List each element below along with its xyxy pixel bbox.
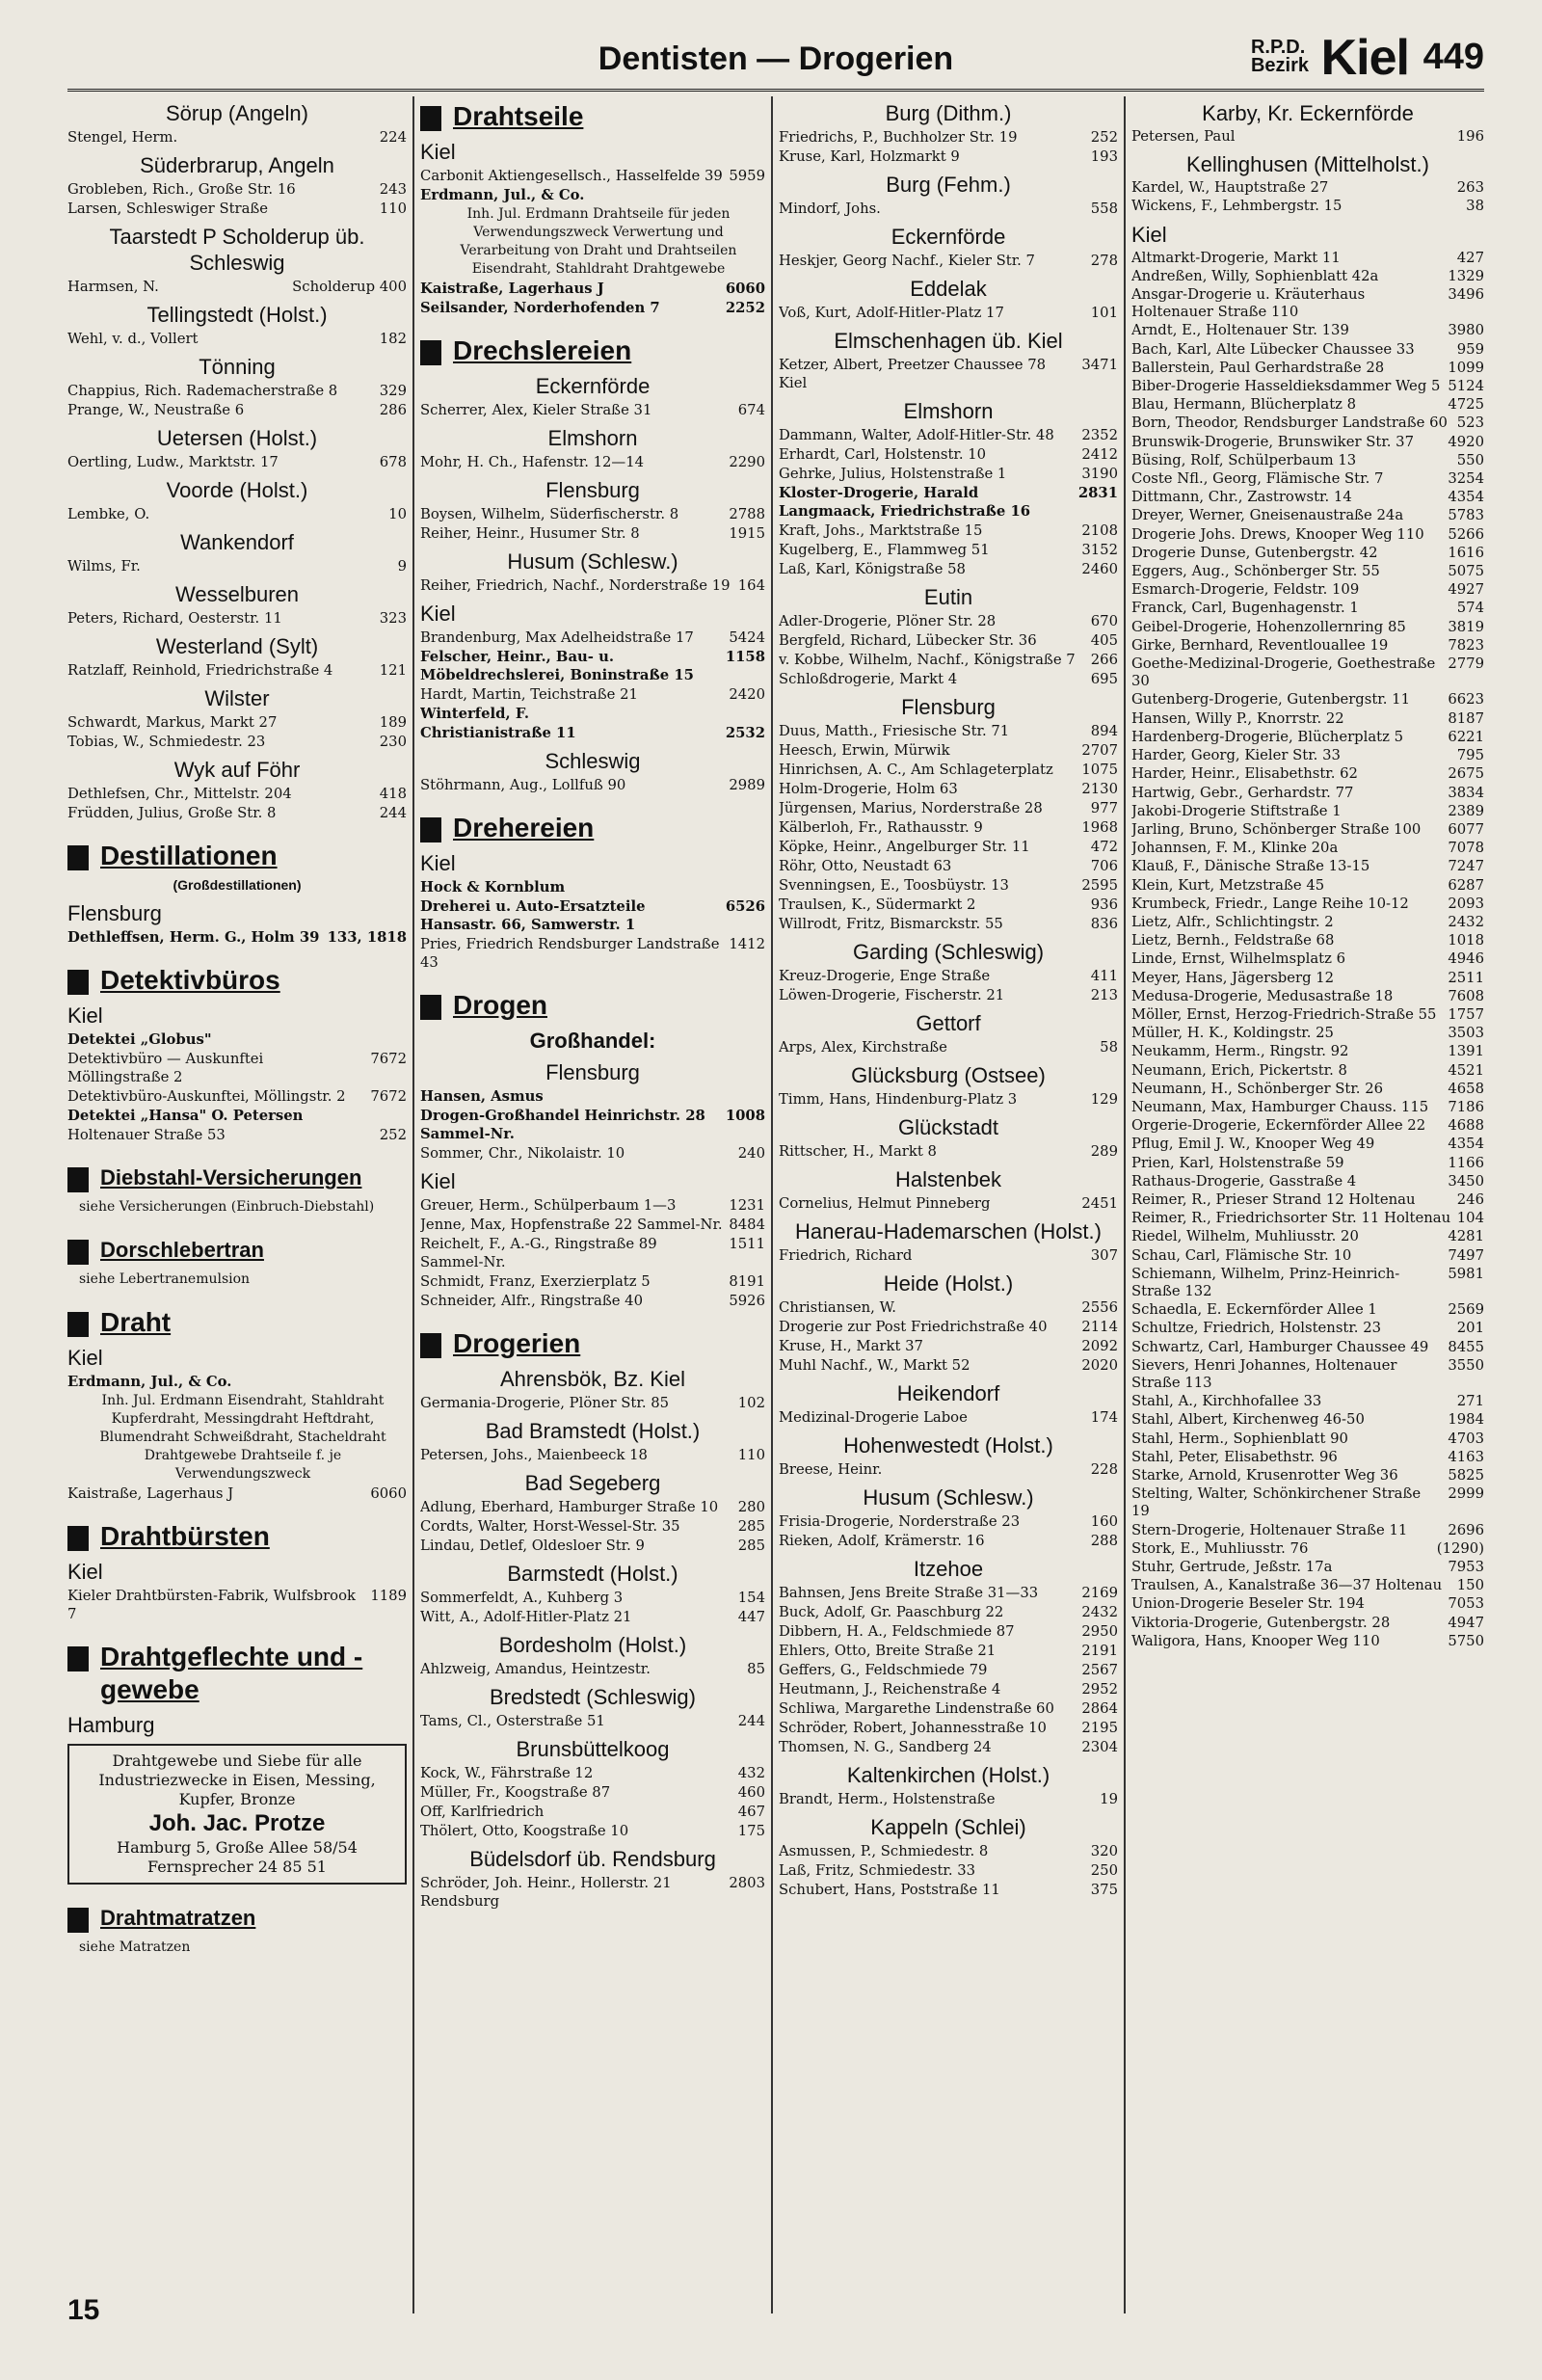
- list-item: Hansen, Willy P., Knorrstr. 22 8187: [1131, 709, 1484, 727]
- list-item: Ansgar-Drogerie u. Kräuterhaus Holtenauer Straße 110 3496: [1131, 286, 1484, 321]
- see-also-note: siehe Lebertranemulsion: [79, 1271, 251, 1287]
- list-item: Schwardt, Markus, Markt 27 189: [67, 714, 407, 731]
- list-item: Riedel, Wilhelm, Muhliusstr. 20 4281: [1131, 1228, 1484, 1245]
- list-item: Schaedla, E. Eckernförder Allee 1 2569: [1131, 1301, 1484, 1319]
- list-item: Prange, W., Neustraße 6 286: [67, 402, 407, 418]
- place-heading: Itzehoe: [913, 1557, 984, 1581]
- list-item: Rathaus-Drogerie, Gasstraße 4 3450: [1131, 1172, 1484, 1190]
- list-item: Hartwig, Gebr., Gerhardstr. 77 3834: [1131, 784, 1484, 801]
- list-item-detail: Inh. Jul. Erdmann Drahtseile für jeden Verwendungszweck Verwertung und Verarbeitung von Draht und Drahtseilen Eisendraht, Stahldraht Drahtgewebe: [460, 206, 737, 277]
- place-heading: Kiel: [420, 1169, 456, 1193]
- list-item: Viktoria-Drogerie, Gutenbergstr. 28 4947: [1131, 1614, 1484, 1631]
- list-item: Sievers, Henri Johannes, Holtenauer Straße 113 3550: [1131, 1356, 1484, 1391]
- list-item: Prien, Karl, Holstenstraße 59 1166: [1131, 1154, 1484, 1171]
- list-item: Heutmann, J., Reichenstraße 4 2952: [779, 1681, 1118, 1698]
- section-heading: Drogerien: [420, 1327, 765, 1360]
- list-item: Meyer, Hans, Jägersberg 12 2511: [1131, 969, 1484, 986]
- list-item: Altmarkt-Drogerie, Markt 11 427: [1131, 249, 1484, 266]
- list-item: Detektivbüro-Auskunftei, Möllingstr. 2 7672: [67, 1088, 407, 1105]
- list-item: Thomsen, N. G., Sandberg 24 2304: [779, 1739, 1118, 1755]
- list-item: Wehl, v. d., Vollert 182: [67, 331, 407, 347]
- list-item: Asmussen, P., Schmiedestr. 8 320: [779, 1843, 1118, 1859]
- place-heading: Elmshorn: [903, 399, 994, 423]
- place-heading: Eutin: [923, 585, 973, 609]
- list-item: Röhr, Otto, Neustadt 63 706: [779, 858, 1118, 874]
- list-item: Voß, Kurt, Adolf-Hitler-Platz 17 101: [779, 305, 1118, 321]
- list-item: Drogen-Großhandel Heinrichstr. 28 Sammel-Nr. 1008: [420, 1108, 765, 1142]
- list-item: Krumbeck, Friedr., Lange Reihe 10-12 2093: [1131, 895, 1484, 912]
- list-item: Biber-Drogerie Hasseldieksdammer Weg 5 5124: [1131, 378, 1484, 395]
- list-item: Stern-Drogerie, Holtenauer Straße 11 2696: [1131, 1521, 1484, 1538]
- place-heading: Eddelak: [910, 277, 987, 301]
- list-item: Goethe-Medizinal-Drogerie, Goethestraße 30 2779: [1131, 655, 1484, 690]
- section-heading: Drehereien: [420, 812, 765, 844]
- list-item: Schloßdrogerie, Markt 4 695: [779, 671, 1118, 687]
- header-rule: [67, 89, 1484, 92]
- place-heading: Burg (Fehm.): [886, 173, 1011, 197]
- list-item: Erhardt, Carl, Holstenstr. 10 2412: [779, 446, 1118, 463]
- list-item: Petersen, Paul 196: [1131, 128, 1484, 145]
- list-item: Franck, Carl, Bugenhagenstr. 1 574: [1131, 600, 1484, 617]
- place-heading: Süderbrarup, Angeln: [140, 153, 334, 177]
- place-heading: Glücksburg (Ostsee): [851, 1063, 1046, 1087]
- list-item-detail: Inh. Jul. Erdmann Eisendraht, Stahldraht Kupferdraht, Messingdraht Heftdraht, Blumendraht Schweißdraht, Stacheldraht Drahtgewebe Drahtseile f. je Verwendungszweck: [99, 1393, 386, 1482]
- place-heading: Kaltenkirchen (Holst.): [846, 1763, 1050, 1787]
- place-heading: Kiel: [420, 140, 456, 164]
- place-heading: Kappeln (Schlei): [870, 1815, 1026, 1839]
- list-item: Rieken, Adolf, Krämerstr. 16 288: [779, 1533, 1118, 1549]
- list-item: Born, Theodor, Rendsburger Landstraße 60 523: [1131, 414, 1484, 432]
- place-heading: Hamburg: [67, 1713, 155, 1737]
- list-item: Dammann, Walter, Adolf-Hitler-Str. 48 2352: [779, 427, 1118, 443]
- place-heading: Wesselburen: [175, 582, 299, 606]
- list-item: Witt, A., Adolf-Hitler-Platz 21 447: [420, 1609, 765, 1625]
- list-item: Stahl, A., Kirchhofallee 33 271: [1131, 1393, 1484, 1410]
- place-heading: Karby, Kr. Eckernförde: [1202, 101, 1414, 125]
- list-item: Lembke, O. 10: [67, 506, 407, 522]
- list-item: Stork, E., Muhliusstr. 76 (1290): [1131, 1539, 1484, 1557]
- list-item: Jenne, Max, Hopfenstraße 22 Sammel-Nr. 8484: [420, 1217, 765, 1233]
- list-item: Gehrke, Julius, Holstenstraße 1 3190: [779, 466, 1118, 482]
- list-item: Muhl Nachf., W., Markt 52 2020: [779, 1357, 1118, 1374]
- list-item: Lietz, Bernh., Feldstraße 68 1018: [1131, 932, 1484, 949]
- list-item: Ratzlaff, Reinhold, Friedrichstraße 4 121: [67, 662, 407, 679]
- list-item: Holm-Drogerie, Holm 63 2130: [779, 781, 1118, 797]
- ad-company: Joh. Jac. Protze: [148, 1810, 326, 1836]
- list-item: Carbonit Aktiengesellsch., Hasselfelde 39 5959: [420, 168, 765, 184]
- place-heading: Kiel: [67, 1346, 103, 1370]
- place-heading: Kiel: [67, 1560, 103, 1584]
- list-item: Christianistraße 11 2532: [420, 725, 765, 741]
- place-heading: Voorde (Holst.): [166, 478, 308, 502]
- list-item: Schau, Carl, Flämische Str. 10 7497: [1131, 1246, 1484, 1264]
- list-item: Starke, Arnold, Krusenrotter Weg 36 5825: [1131, 1467, 1484, 1484]
- advertisement-box: [67, 1744, 407, 1885]
- list-item: Bergfeld, Richard, Lübecker Str. 36 405: [779, 632, 1118, 649]
- list-item: Dethlefsen, Chr., Mittelstr. 204 418: [67, 786, 407, 802]
- list-item: Off, Karlfriedrich 467: [420, 1804, 765, 1820]
- subsection-label: (Großdestillationen): [173, 877, 302, 893]
- list-item: Gutenberg-Drogerie, Gutenbergstr. 11 6623: [1131, 691, 1484, 709]
- section-heading: Detektivbüros: [67, 964, 407, 997]
- column-4: [1131, 100, 1484, 2317]
- place-heading: Wilster: [204, 686, 270, 710]
- place-heading: Heide (Holst.): [883, 1271, 1014, 1296]
- place-heading: Schleswig: [545, 749, 641, 773]
- bezirk-label: Bezirk: [1250, 55, 1309, 76]
- list-item: Detektei „Globus": [67, 1031, 212, 1048]
- place-heading: Kellinghusen (Mittelholst.): [1186, 152, 1429, 177]
- section-heading: Drahtbürsten: [67, 1520, 407, 1553]
- ad-phone: Fernsprecher 24 85 51: [147, 1858, 327, 1876]
- page-number-top: 449: [1422, 37, 1484, 77]
- list-item: Reichelt, F., A.-G., Ringstraße 89 Sammel-Nr. 1511: [420, 1236, 765, 1270]
- place-heading: Husum (Schlesw.): [507, 549, 678, 574]
- list-item: Schmidt, Franz, Exerzierplatz 5 8191: [420, 1273, 765, 1290]
- column-1: [67, 100, 407, 2317]
- place-heading: Kiel: [420, 851, 456, 875]
- list-item: Stahl, Herm., Sophienblatt 90 4703: [1131, 1430, 1484, 1447]
- list-item: Hansen, Asmus: [420, 1088, 544, 1105]
- list-item: Ahlzweig, Amandus, Heintzestr. 85: [420, 1661, 765, 1677]
- place-heading: Eckernförde: [891, 225, 1006, 249]
- place-heading: Hanerau-Hademarschen (Holst.): [795, 1219, 1102, 1243]
- list-item: Union-Drogerie Beseler Str. 194 7053: [1131, 1595, 1484, 1613]
- list-item: Germania-Drogerie, Plöner Str. 85 102: [420, 1395, 765, 1411]
- place-heading: Tellingstedt (Holst.): [146, 303, 328, 327]
- list-item: Mohr, H. Ch., Hafenstr. 12—14 2290: [420, 454, 765, 470]
- list-item: Mindorf, Johs. 558: [779, 201, 1118, 217]
- list-item: Erdmann, Jul., & Co.: [67, 1374, 232, 1390]
- list-item: Adlung, Eberhard, Hamburger Straße 10 280: [420, 1499, 765, 1515]
- list-item: Drogerie Dunse, Gutenbergstr. 42 1616: [1131, 544, 1484, 561]
- list-item: Wickens, F., Lehmbergstr. 15 38: [1131, 198, 1484, 215]
- list-item: Brandenburg, Max Adelheidstraße 17 5424: [420, 629, 765, 646]
- list-item: Reimer, R., Prieser Strand 12 Holtenau 246: [1131, 1190, 1484, 1208]
- list-item: Pries, Friedrich Rendsburger Landstraße 43 1412: [420, 936, 765, 971]
- section-heading: Drahtseile: [420, 100, 765, 133]
- ad-text: Drahtgewebe und Siebe für alle Industriezwecke in Eisen, Messing, Kupfer, Bronze: [98, 1752, 376, 1808]
- list-item: Stengel, Herm. 224: [67, 129, 407, 146]
- list-item: Büsing, Rolf, Schülperbaum 13 550: [1131, 451, 1484, 468]
- list-item: Svenningsen, E., Toosbüystr. 13 2595: [779, 877, 1118, 894]
- list-item: Larsen, Schleswiger Straße 110: [67, 201, 407, 217]
- list-item: Traulsen, A., Kanalstraße 36—37 Holtenau 150: [1131, 1577, 1484, 1594]
- list-item: Kraft, Johs., Marktstraße 15 2108: [779, 522, 1118, 539]
- list-item: Petersen, Johs., Maienbeeck 18 110: [420, 1447, 765, 1463]
- list-item: Greuer, Herm., Schülperbaum 1—3 1231: [420, 1197, 765, 1214]
- list-item: Holtenauer Straße 53 252: [67, 1127, 407, 1143]
- rpd-label: R.P.D.: [1250, 37, 1306, 58]
- list-item: Laß, Karl, Königstraße 58 2460: [779, 561, 1118, 577]
- place-heading: Wyk auf Föhr: [173, 758, 301, 782]
- place-heading: Bredstedt (Schleswig): [490, 1685, 696, 1709]
- place-heading: Eckernförde: [535, 374, 651, 398]
- place-heading: Bad Bramstedt (Holst.): [485, 1419, 701, 1443]
- list-item: Bahnsen, Jens Breite Straße 31—33 2169: [779, 1585, 1118, 1601]
- list-item: Dittmann, Chr., Zastrowstr. 14 4354: [1131, 489, 1484, 506]
- list-item: Stelting, Walter, Schönkirchener Straße 19 2999: [1131, 1485, 1484, 1520]
- place-heading: Kiel: [67, 1003, 103, 1028]
- list-item: Kruse, H., Markt 37 2092: [779, 1338, 1118, 1354]
- place-heading: Sörup (Angeln): [166, 101, 308, 125]
- place-heading: Brunsbüttelkoog: [516, 1737, 670, 1761]
- list-item: Ballerstein, Paul Gerhardstraße 28 1099: [1131, 359, 1484, 376]
- list-item: Hardt, Martin, Teichstraße 21 2420: [420, 686, 765, 703]
- list-item: Linde, Ernst, Wilhelmsplatz 6 4946: [1131, 950, 1484, 968]
- page-header: [67, 29, 1484, 87]
- list-item: Stuhr, Gertrude, Jeßstr. 17a 7953: [1131, 1559, 1484, 1576]
- list-item: Reiher, Friedrich, Nachf., Norderstraße 19 164: [420, 577, 765, 594]
- list-item: Dreyer, Werner, Gneisenaustraße 24a 5783: [1131, 507, 1484, 524]
- list-item: Thölert, Otto, Koogstraße 10 175: [420, 1823, 765, 1839]
- list-item: Schliwa, Margarethe Lindenstraße 60 2864: [779, 1700, 1118, 1717]
- place-heading: Heikendorf: [896, 1381, 1000, 1405]
- list-item: Grobleben, Rich., Große Str. 16 243: [67, 181, 407, 198]
- list-item: Schröder, Robert, Johannesstraße 10 2195: [779, 1720, 1118, 1736]
- list-item: Schneider, Alfr., Ringstraße 40 5926: [420, 1293, 765, 1309]
- list-item: Cornelius, Helmut Pinneberg 2451: [779, 1195, 1118, 1212]
- list-item: Kugelberg, E., Flammweg 51 3152: [779, 542, 1118, 558]
- list-item: Breese, Heinr. 228: [779, 1461, 1118, 1478]
- list-item: Dreherei u. Auto-Ersatzteile Hansastr. 66, Samwerstr. 1 6526: [420, 898, 765, 933]
- list-item: Girke, Bernhard, Reventlouallee 19 7823: [1131, 636, 1484, 654]
- list-item: Sommer, Chr., Nikolaistr. 10 240: [420, 1145, 765, 1162]
- list-item: Bach, Karl, Alte Lübecker Chaussee 33 959: [1131, 340, 1484, 358]
- place-heading: Elmschenhagen üb. Kiel: [834, 329, 1063, 353]
- place-heading: Kiel: [1131, 222, 1167, 247]
- list-item: Schröder, Joh. Heinr., Hollerstr. 21 Rendsburg 2803: [420, 1875, 765, 1910]
- list-item: Kaistraße, Lagerhaus J 6060: [67, 1485, 407, 1502]
- list-item: Duus, Matth., Friesische Str. 71 894: [779, 723, 1118, 739]
- list-item: Detektei „Hansa" O. Petersen: [67, 1108, 304, 1124]
- page-title: Dentisten — Drogerien: [598, 40, 954, 77]
- see-also-note: siehe Versicherungen (Einbruch-Diebstahl): [79, 1199, 375, 1215]
- list-item: Kälberloh, Fr., Rathausstr. 9 1968: [779, 819, 1118, 836]
- subsection-heading: Großhandel:: [529, 1029, 656, 1053]
- list-item: Möller, Ernst, Herzog-Friedrich-Straße 55 1757: [1131, 1005, 1484, 1023]
- list-item: Brunswik-Drogerie, Brunswiker Str. 37 4920: [1131, 433, 1484, 450]
- list-item: Sommerfeldt, A., Kuhberg 3 154: [420, 1590, 765, 1606]
- list-item: Heesch, Erwin, Mürwik 2707: [779, 742, 1118, 759]
- column-2: [420, 100, 765, 2317]
- list-item: Reiher, Heinr., Husumer Str. 8 1915: [420, 525, 765, 542]
- list-item: Harmsen, N. Scholderup 400: [67, 279, 407, 295]
- page-number-bottom: 15: [67, 2294, 100, 2326]
- list-item: Adler-Drogerie, Plöner Str. 28 670: [779, 613, 1118, 629]
- list-item: Oertling, Ludw., Marktstr. 17 678: [67, 454, 407, 470]
- list-item: Coste Nfl., Georg, Flämische Str. 7 3254: [1131, 470, 1484, 488]
- list-item: Reimer, R., Friedrichsorter Str. 11 Holtenau 104: [1131, 1210, 1484, 1227]
- list-item: Boysen, Wilhelm, Süderfischerstr. 8 2788: [420, 506, 765, 522]
- place-heading: Büdelsdorf üb. Rendsburg: [469, 1847, 716, 1871]
- section-heading: Drechslereien: [420, 334, 765, 367]
- list-item: Stahl, Albert, Kirchenweg 46-50 1984: [1131, 1411, 1484, 1429]
- list-item: Esmarch-Drogerie, Feldstr. 109 4927: [1131, 581, 1484, 599]
- list-item: Schiemann, Wilhelm, Prinz-Heinrich-Straße 132 5981: [1131, 1265, 1484, 1299]
- list-item: Lindau, Detlef, Oldesloer Str. 9 285: [420, 1538, 765, 1554]
- place-heading: Ahrensbök, Bz. Kiel: [500, 1367, 685, 1391]
- list-item: v. Kobbe, Wilhelm, Nachf., Königstraße 7 266: [779, 652, 1118, 668]
- list-item: Buck, Adolf, Gr. Paaschburg 22 2432: [779, 1604, 1118, 1620]
- list-item: Wilms, Fr. 9: [67, 558, 407, 575]
- list-item: Kieler Drahtbürsten-Fabrik, Wulfsbrook 7 1189: [67, 1588, 407, 1622]
- list-item: Schultze, Friedrich, Holstenstr. 23 201: [1131, 1320, 1484, 1337]
- list-item: Tobias, W., Schmiedestr. 23 230: [67, 734, 407, 750]
- list-item: Traulsen, K., Südermarkt 2 936: [779, 896, 1118, 913]
- section-heading: Draht: [67, 1306, 407, 1339]
- list-item: Winterfeld, F.: [420, 706, 529, 722]
- list-item: Jarling, Bruno, Schönberger Straße 100 6077: [1131, 820, 1484, 838]
- list-item: Früdden, Julius, Große Str. 8 244: [67, 805, 407, 821]
- list-item: Detektivbüro — Auskunftei Möllingstraße 2 7672: [67, 1051, 407, 1085]
- place-heading: Bad Segeberg: [524, 1471, 661, 1495]
- place-heading: Garding (Schleswig): [852, 940, 1045, 964]
- list-item: Brandt, Herm., Holstenstraße 19: [779, 1791, 1118, 1807]
- list-item: Andreßen, Willy, Sophienblatt 42a 1329: [1131, 267, 1484, 284]
- list-item: Neukamm, Herm., Ringstr. 92 1391: [1131, 1043, 1484, 1060]
- list-item: Pflug, Emil J. W., Knooper Weg 49 4354: [1131, 1136, 1484, 1153]
- place-heading: Hohenwestedt (Holst.): [843, 1433, 1053, 1457]
- list-item: Kock, W., Fährstraße 12 432: [420, 1765, 765, 1781]
- list-item: Erdmann, Jul., & Co.: [420, 187, 585, 203]
- section-heading: Diebstahl-Versicherungen: [67, 1162, 407, 1194]
- place-heading: Flensburg: [67, 901, 162, 925]
- list-item: Drogerie zur Post Friedrichstraße 40 2114: [779, 1319, 1118, 1335]
- place-heading: Elmshorn: [547, 426, 638, 450]
- list-item: Kruse, Karl, Holzmarkt 9 193: [779, 148, 1118, 165]
- see-also-note: siehe Matratzen: [79, 1939, 191, 1955]
- list-item: Hock & Kornblum: [420, 879, 566, 896]
- list-item: Medizinal-Drogerie Laboe 174: [779, 1409, 1118, 1426]
- place-heading: Halstenbek: [894, 1167, 1002, 1191]
- list-item: Klauß, F., Dänische Straße 13-15 7247: [1131, 858, 1484, 875]
- section-heading: Dorschlebertran: [67, 1234, 407, 1267]
- list-item: Blau, Hermann, Blücherplatz 8 4725: [1131, 396, 1484, 414]
- place-heading: Bordesholm (Holst.): [498, 1633, 687, 1657]
- list-item: Chappius, Rich. Rademacherstraße 8 329: [67, 383, 407, 399]
- list-item: Ketzer, Albert, Preetzer Chaussee 78 Kiel 3471: [779, 357, 1118, 391]
- section-heading: Drogen: [420, 989, 765, 1022]
- list-item: Eggers, Aug., Schönberger Str. 55 5075: [1131, 563, 1484, 580]
- list-item: Ehlers, Otto, Breite Straße 21 2191: [779, 1643, 1118, 1659]
- list-item: Timm, Hans, Hindenburg-Platz 3 129: [779, 1091, 1118, 1108]
- list-item: Friedrichs, P., Buchholzer Str. 19 252: [779, 129, 1118, 146]
- place-heading: Burg (Dithm.): [885, 101, 1012, 125]
- place-heading: Taarstedt P Scholderup üb. Schleswig: [109, 225, 365, 275]
- list-item: Heskjer, Georg Nachf., Kieler Str. 7 278: [779, 253, 1118, 269]
- list-item: Köpke, Heinr., Angelburger Str. 11 472: [779, 839, 1118, 855]
- list-item: Jürgensen, Marius, Norderstraße 28 977: [779, 800, 1118, 816]
- list-item: Johannsen, F. M., Klinke 20a 7078: [1131, 840, 1484, 857]
- column-divider: [412, 96, 414, 2313]
- list-item: Geibel-Drogerie, Hohenzollernring 85 3819: [1131, 618, 1484, 635]
- list-item: Kaistraße, Lagerhaus J 6060: [420, 281, 765, 297]
- place-heading: Kiel: [420, 602, 456, 626]
- place-heading: Gettorf: [916, 1011, 981, 1035]
- place-heading: Westerland (Sylt): [155, 634, 319, 658]
- list-item: Kreuz-Drogerie, Enge Straße 411: [779, 968, 1118, 984]
- place-heading: Barmstedt (Holst.): [507, 1562, 678, 1586]
- section-heading: Destillationen: [67, 840, 407, 872]
- list-item: Kardel, W., Hauptstraße 27 263: [1131, 179, 1484, 197]
- city-label: Kiel: [1320, 30, 1409, 86]
- list-item: Harder, Heinr., Elisabethstr. 62 2675: [1131, 765, 1484, 783]
- list-item: Klein, Kurt, Metzstraße 45 6287: [1131, 876, 1484, 894]
- list-item: Müller, H. K., Koldingstr. 25 3503: [1131, 1025, 1484, 1042]
- ad-address: Hamburg 5, Große Allee 58/54: [117, 1838, 358, 1857]
- list-item: Stahl, Peter, Elisabethstr. 96 4163: [1131, 1448, 1484, 1465]
- section-heading: Drahtgeflechte und -gewebe: [67, 1641, 407, 1706]
- list-item: Arps, Alex, Kirchstraße 58: [779, 1039, 1118, 1056]
- list-item: Schwartz, Carl, Hamburger Chaussee 49 8455: [1131, 1338, 1484, 1355]
- list-item: Cordts, Walter, Horst-Wessel-Str. 35 285: [420, 1518, 765, 1535]
- list-item: Müller, Fr., Koogstraße 87 460: [420, 1784, 765, 1801]
- list-item: Waligora, Hans, Knooper Weg 110 5750: [1131, 1632, 1484, 1649]
- section-heading: Drahtmatratzen: [67, 1902, 407, 1935]
- place-heading: Husum (Schlesw.): [863, 1485, 1034, 1510]
- list-item: Scherrer, Alex, Kieler Straße 31 674: [420, 402, 765, 418]
- list-item: Medusa-Drogerie, Medusastraße 18 7608: [1131, 987, 1484, 1004]
- list-item: Kloster-Drogerie, Harald Langmaack, Friedrichstraße 16 2831: [779, 485, 1118, 520]
- column-divider: [771, 96, 773, 2313]
- list-item: Lietz, Alfr., Schlichtingstr. 2 2432: [1131, 913, 1484, 930]
- place-heading: Flensburg: [545, 1060, 640, 1084]
- list-item: Löwen-Drogerie, Fischerstr. 21 213: [779, 987, 1118, 1003]
- list-item: Neumann, H., Schönberger Str. 26 4658: [1131, 1080, 1484, 1097]
- list-item: Neumann, Erich, Pickertstr. 8 4521: [1131, 1061, 1484, 1079]
- list-item: Frisia-Drogerie, Norderstraße 23 160: [779, 1513, 1118, 1530]
- list-item: Friedrich, Richard 307: [779, 1247, 1118, 1264]
- list-item: Peters, Richard, Oesterstr. 11 323: [67, 610, 407, 627]
- list-item: Arndt, E., Holtenauer Str. 139 3980: [1131, 322, 1484, 339]
- list-item: Jakobi-Drogerie Stiftstraße 1 2389: [1131, 802, 1484, 819]
- list-item: Orgerie-Drogerie, Eckernförder Allee 22 4688: [1131, 1117, 1484, 1135]
- list-item: Felscher, Heinr., Bau- u. Möbeldrechslerei, Boninstraße 15 1158: [420, 649, 765, 683]
- list-item: Seilsander, Norderhofenden 7 2252: [420, 300, 765, 316]
- place-heading: Wankendorf: [180, 530, 294, 554]
- column-divider: [1124, 96, 1126, 2313]
- list-item: Dethleffsen, Herm. G., Holm 39 133, 1818: [67, 929, 407, 946]
- list-item: Christiansen, W. 2556: [779, 1299, 1118, 1316]
- list-item: Dibbern, H. A., Feldschmiede 87 2950: [779, 1623, 1118, 1640]
- list-item: Hinrichsen, A. C., Am Schlageterplatz 1075: [779, 762, 1118, 778]
- column-3: [779, 100, 1118, 2317]
- place-heading: Glückstadt: [898, 1115, 998, 1139]
- list-item: Willrodt, Fritz, Bismarckstr. 55 836: [779, 916, 1118, 932]
- list-item: Tams, Cl., Osterstraße 51 244: [420, 1713, 765, 1729]
- list-item: Schubert, Hans, Poststraße 11 375: [779, 1882, 1118, 1898]
- place-heading: Flensburg: [545, 478, 640, 502]
- list-item: Geffers, G., Feldschmiede 79 2567: [779, 1662, 1118, 1678]
- list-item: Hardenberg-Drogerie, Blücherplatz 5 6221: [1131, 728, 1484, 745]
- rpd-bezirk-label: [1251, 39, 1309, 75]
- list-item: Stöhrmann, Aug., Lollfuß 90 2989: [420, 777, 765, 793]
- list-item: Laß, Fritz, Schmiedestr. 33 250: [779, 1862, 1118, 1879]
- place-heading: Uetersen (Holst.): [156, 426, 318, 450]
- list-item: Drogerie Johs. Drews, Knooper Weg 110 5266: [1131, 525, 1484, 543]
- place-heading: Tönning: [199, 355, 276, 379]
- list-item: Harder, Georg, Kieler Str. 33 795: [1131, 747, 1484, 764]
- list-item: Rittscher, H., Markt 8 289: [779, 1143, 1118, 1160]
- list-item: Neumann, Max, Hamburger Chauss. 115 7186: [1131, 1098, 1484, 1115]
- place-heading: Flensburg: [901, 695, 996, 719]
